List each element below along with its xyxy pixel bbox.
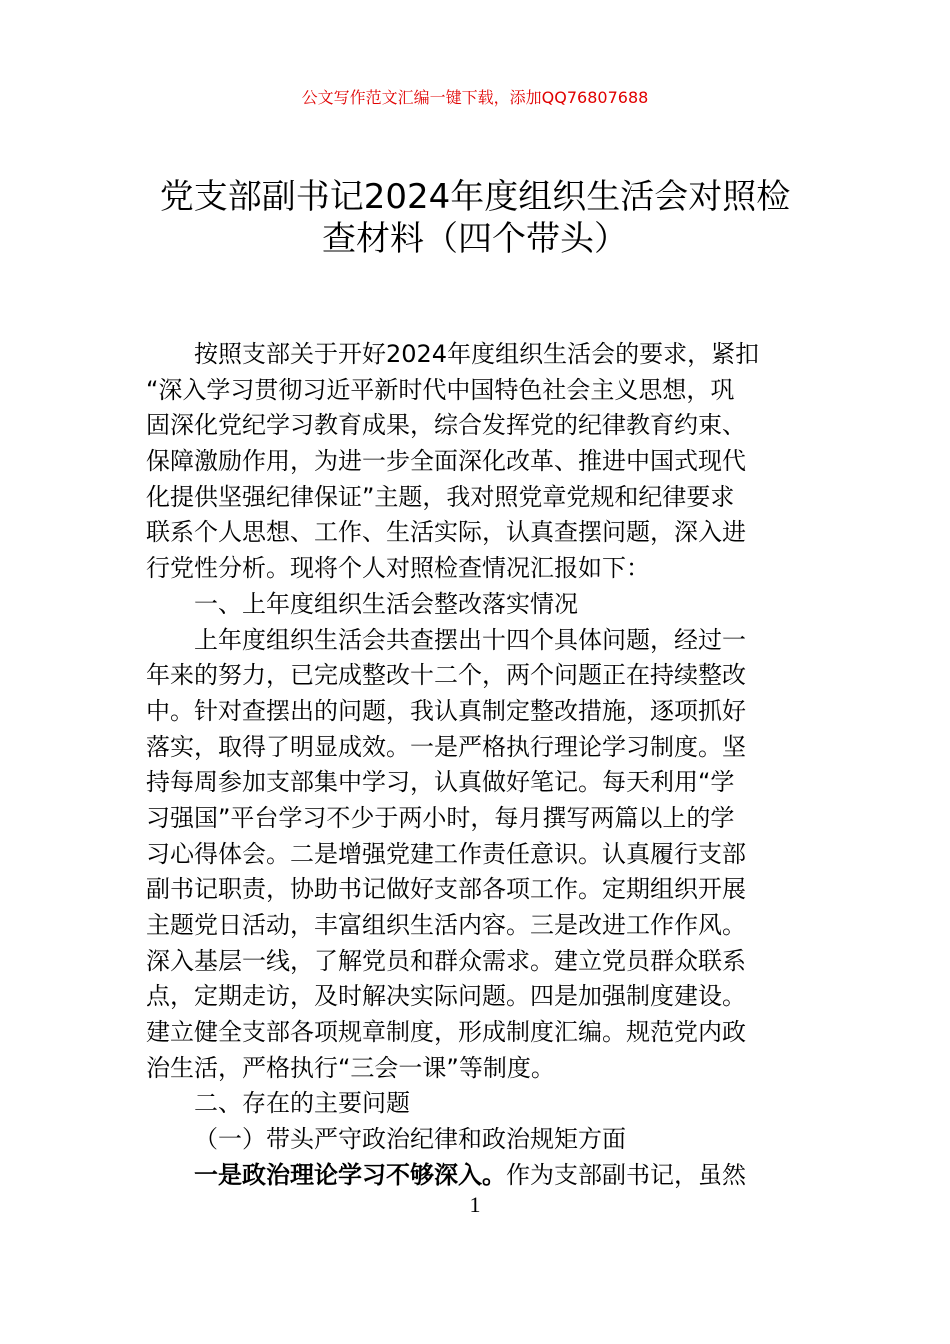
paragraph-line: 行党性分析。现将个人对照检查情况汇报如下： bbox=[146, 554, 650, 583]
paragraph-line: 建立健全支部各项规章制度，形成制度汇编。规范党内政 bbox=[146, 1018, 746, 1047]
section-heading: 二、存在的主要问题 bbox=[194, 1089, 410, 1118]
paragraph-line: “深入学习贯彻习近平新时代中国特色社会主义思想，巩 bbox=[146, 375, 735, 404]
document-title-line-1: 党支部副书记2024年度组织生活会对照检 bbox=[159, 177, 791, 217]
paragraph-line: 化提供坚强纪律保证”主题，我对照党章党规和纪律要求 bbox=[146, 482, 735, 511]
paragraph-line: 落实，取得了明显成效。一是严格执行理论学习制度。坚 bbox=[146, 732, 746, 761]
paragraph-line: 治生活，严格执行“三会一课”等制度。 bbox=[146, 1053, 555, 1082]
document-body bbox=[146, 337, 810, 1194]
paragraph-line: 深入基层一线，了解党员和群众需求。建立党员群众联系 bbox=[146, 946, 746, 975]
paragraph-line: 副书记职责，协助书记做好支部各项工作。定期组织开展 bbox=[146, 875, 746, 904]
watermark-header: 公文写作范文汇编一键下载，添加QQ76807688 bbox=[301, 88, 649, 107]
section-heading: 一、上年度组织生活会整改落实情况 bbox=[194, 589, 578, 618]
paragraph-line: 中。针对查摆出的问题，我认真制定整改措施，逐项抓好 bbox=[146, 696, 746, 725]
bold-lead-phrase: 一是政治理论学习不够深入。 bbox=[194, 1160, 506, 1189]
subsection-heading: （一）带头严守政治纪律和政治规矩方面 bbox=[194, 1125, 626, 1154]
paragraph-line: 上年度组织生活会共查摆出十四个具体问题，经过一 bbox=[194, 625, 746, 654]
paragraph-line: 点，定期走访，及时解决实际问题。四是加强制度建设。 bbox=[146, 982, 746, 1011]
paragraph-line: 习强国”平台学习不少于两小时，每月撰写两篇以上的学 bbox=[146, 803, 735, 832]
paragraph-line: 固深化党纪学习教育成果，综合发挥党的纪律教育约束、 bbox=[146, 411, 746, 440]
paragraph-line: 习心得体会。二是增强党建工作责任意识。认真履行支部 bbox=[146, 839, 746, 868]
paragraph-text: 作为支部副书记，虽然 bbox=[506, 1160, 746, 1189]
paragraph-line: 按照支部关于开好2024年度组织生活会的要求，紧扣 bbox=[194, 340, 760, 368]
paragraph-line: 保障激励作用，为进一步全面深化改革、推进中国式现代 bbox=[146, 447, 746, 476]
paragraph-line: 主题党日活动，丰富组织生活内容。三是改进工作作风。 bbox=[146, 911, 746, 939]
paragraph-line: 联系个人思想、工作、生活实际，认真查摆问题，深入进 bbox=[146, 518, 746, 547]
paragraph-line bbox=[146, 1158, 810, 1194]
document-title-line-2: 查材料（四个带头） bbox=[322, 219, 628, 259]
paragraph-line: 持每周参加支部集中学习，认真做好笔记。每天利用“学 bbox=[146, 768, 735, 797]
paragraph-line: 年来的努力，已完成整改十二个，两个问题正在持续整改 bbox=[146, 661, 746, 690]
page-number: 1 bbox=[469, 1192, 481, 1217]
